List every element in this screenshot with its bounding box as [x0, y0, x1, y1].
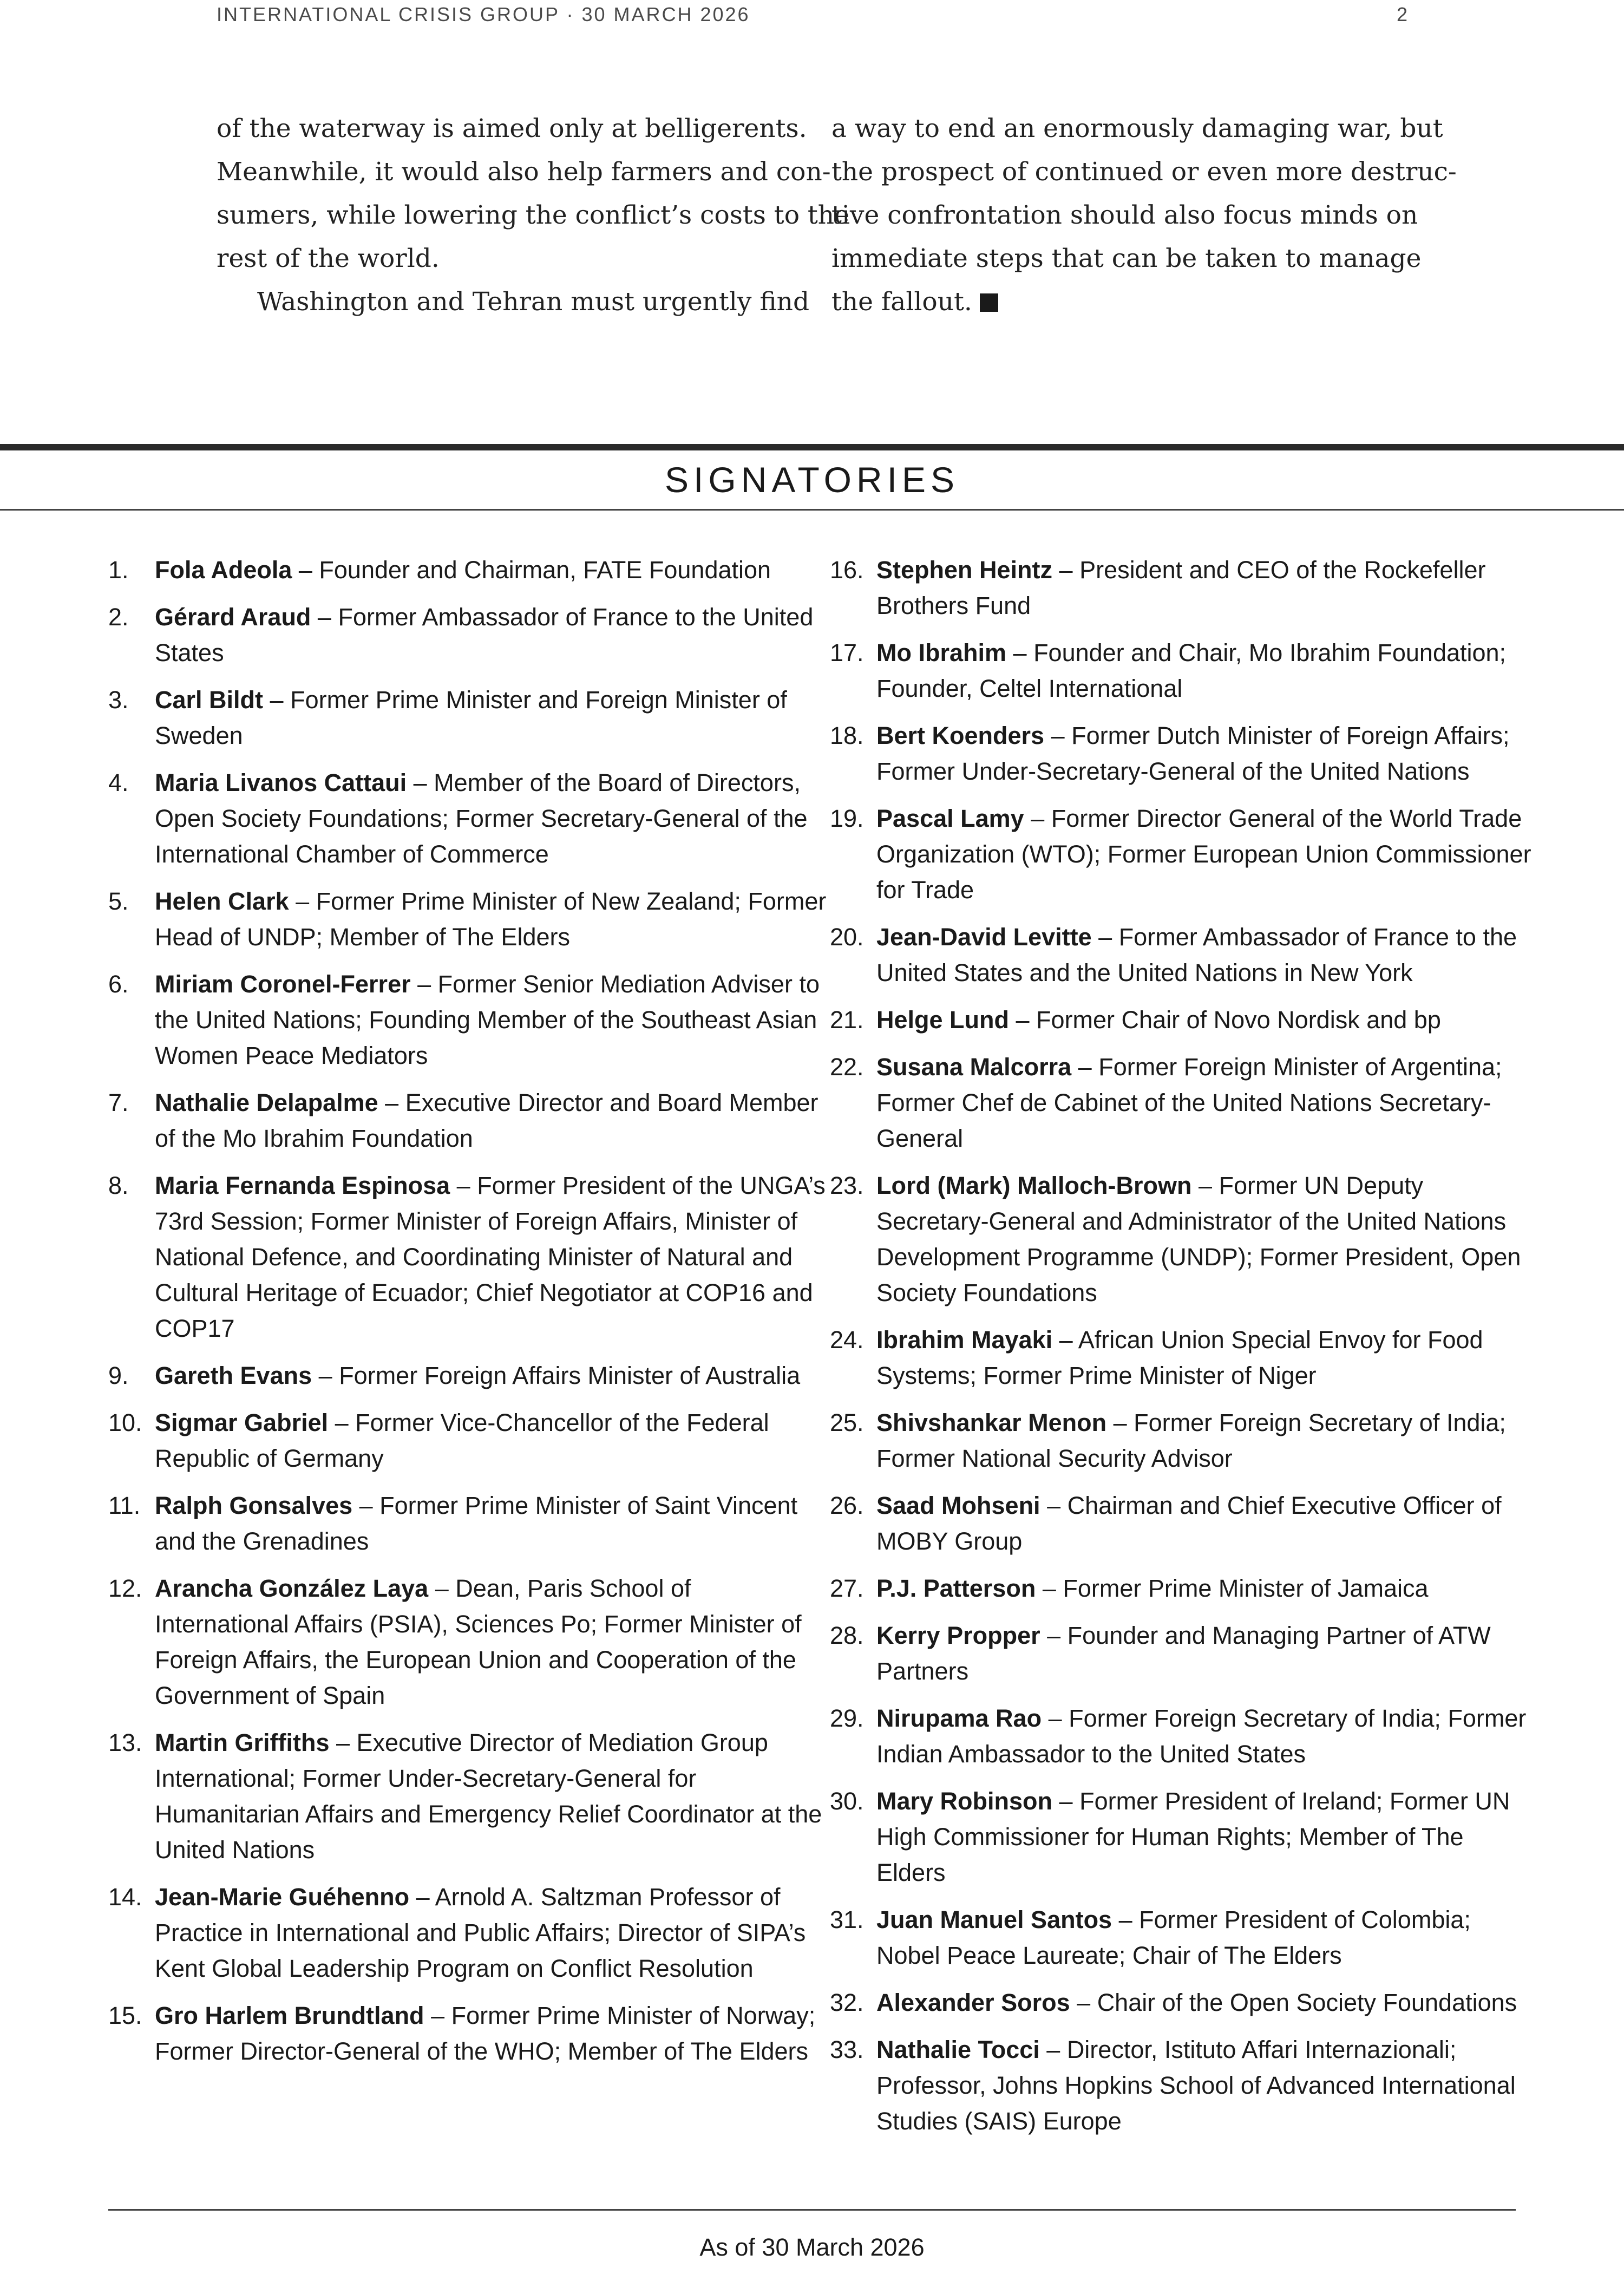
signatory-role: Former Prime Minister of Jamaica	[1063, 1574, 1429, 1602]
signatory-role: Founder and Chairman, FATE Foundation	[319, 556, 771, 584]
signatory-dash: –	[378, 1089, 405, 1116]
signatory-number: 18.	[830, 722, 864, 749]
signatory-role: Former Foreign Secretary of India; Former National Security Advisor	[876, 1409, 1506, 1472]
signatory-name: Arancha González Laya	[155, 1574, 429, 1602]
signatory-role: Director, Istituto Affari Internazionali; Professor, Johns Hopkins School of Advanced International Studies (SAIS) Europe	[876, 2036, 1516, 2135]
signatory-number: 31.	[830, 1906, 864, 1933]
signatory-name: Helen Clark	[155, 887, 289, 915]
signatory-dash: –	[1036, 1574, 1063, 1602]
signatory-number: 12.	[108, 1574, 142, 1602]
signatory-name: Kerry Propper	[876, 1622, 1040, 1649]
header-separator: ·	[566, 3, 575, 25]
signatory-name: Bert Koenders	[876, 722, 1045, 749]
body-line: of the waterway is aimed only at belligerents.	[217, 114, 807, 143]
signatory-role: Former Senior Mediation Adviser to the United Nations; Founding Member of the Southeast Asian Women Peace Mediators	[155, 970, 820, 1069]
signatory-dash: –	[1112, 1906, 1140, 1933]
signatory-name: Jean-David Levitte	[876, 923, 1092, 951]
signatory-item	[830, 1002, 1534, 1038]
signatory-role: Former UN Deputy Secretary-General and Administrator of the United Nations Development Programme (UNDP); Former President, Open Society Foundations	[876, 1172, 1521, 1306]
signatory-item	[830, 801, 1534, 908]
signatory-number: 28.	[830, 1622, 864, 1649]
signatory-number: 3.	[108, 686, 129, 714]
signatory-dash: –	[1052, 1787, 1080, 1815]
body-line: Meanwhile, it would also help farmers and con-	[217, 157, 831, 187]
as-of-date: As of 30 March 2026	[699, 2233, 925, 2261]
signatory-item	[830, 635, 1534, 707]
signatory-role: Former Prime Minister and Foreign Minister of Sweden	[155, 686, 787, 749]
signatory-role: African Union Special Envoy for Food Systems; Former Prime Minister of Niger	[876, 1326, 1483, 1389]
signatory-item	[108, 552, 828, 588]
signatory-dash: –	[1039, 2036, 1067, 2063]
signatory-dash: –	[1091, 923, 1119, 951]
body-line-text: the fallout.	[831, 287, 972, 317]
signatory-dash: –	[312, 1362, 339, 1389]
signatory-number: 9.	[108, 1362, 129, 1389]
signatory-item	[830, 1701, 1534, 1772]
signatory-number: 33.	[830, 2036, 864, 2063]
signatory-role: Arnold A. Saltzman Professor of Practice in International and Public Affairs; Director of SIPA’s Kent Global Leadership Program on Conflict Resolution	[155, 1883, 806, 1982]
signatories-column-left	[108, 552, 828, 2081]
signatory-item	[108, 1168, 828, 1347]
signatory-dash: –	[1040, 1492, 1068, 1519]
signatory-number: 21.	[830, 1006, 864, 1034]
signatory-number: 15.	[108, 2002, 142, 2029]
signatory-number: 19.	[830, 805, 864, 832]
body-line: sumers, while lowering the conflict’s costs to the	[217, 200, 849, 230]
signatory-item	[108, 765, 828, 872]
signatory-dash: –	[292, 556, 319, 584]
signatory-item	[108, 1085, 828, 1156]
signatory-name: Juan Manuel Santos	[876, 1906, 1112, 1933]
signatory-item	[108, 1998, 828, 2069]
signatory-name: Maria Fernanda Espinosa	[155, 1172, 450, 1199]
signatory-dash: –	[352, 1492, 380, 1519]
signatory-dash: –	[1024, 805, 1051, 832]
signatory-name: Lord (Mark) Malloch-Brown	[876, 1172, 1192, 1199]
signatory-number: 23.	[830, 1172, 864, 1199]
signatory-item	[108, 1725, 828, 1868]
signatory-number: 29.	[830, 1704, 864, 1732]
signatory-number: 32.	[830, 1989, 864, 2016]
signatory-role: Former President of Colombia; Nobel Peace Laureate; Chair of The Elders	[876, 1906, 1471, 1969]
signatory-name: Ibrahim Mayaki	[876, 1326, 1053, 1354]
signatory-name: Mary Robinson	[876, 1787, 1053, 1815]
signatory-role: Former Prime Minister of Norway; Former Director-General of the WHO; Member of The Elders	[155, 2002, 816, 2065]
signatory-item	[108, 1405, 828, 1476]
body-column-left	[217, 107, 849, 324]
signatory-item	[830, 1049, 1534, 1156]
signatory-role: Chairman and Chief Executive Officer of MOBY Group	[876, 1492, 1502, 1555]
page-number: 2	[1396, 3, 1407, 25]
section-title: SIGNATORIES	[665, 460, 959, 500]
signatory-name: Maria Livanos Cattaui	[155, 769, 407, 796]
signatory-item	[108, 1879, 828, 1987]
signatory-name: Susana Malcorra	[876, 1053, 1072, 1081]
signatory-name: Mo Ibrahim	[876, 639, 1007, 666]
body-line: immediate steps that can be taken to manage	[831, 244, 1422, 273]
signatory-role: Member of the Board of Directors, Open Society Foundations; Former Secretary-General of the International Chamber of Commerce	[155, 769, 808, 868]
signatory-item	[830, 552, 1534, 624]
signatory-number: 27.	[830, 1574, 864, 1602]
signatory-number: 17.	[830, 639, 864, 666]
body-column-right	[831, 107, 1457, 324]
signatory-role: Former President of the UNGA’s 73rd Session; Former Minister of Foreign Affairs, Minister of National Defence, and Coordinating Minister of Natural and Cultural Heritage of Ecuador; Chief Negotiator at COP16 and COP17	[155, 1172, 826, 1342]
signatory-role: Former Foreign Affairs Minister of Australia	[339, 1362, 801, 1389]
signatory-name: Gérard Araud	[155, 603, 311, 631]
signatory-role: Former Dutch Minister of Foreign Affairs; Former Under-Secretary-General of the United Nations	[876, 722, 1510, 785]
signatory-name: Alexander Soros	[876, 1989, 1070, 2016]
publication-name: INTERNATIONAL CRISIS GROUP	[217, 3, 560, 25]
signatory-number: 26.	[830, 1492, 864, 1519]
signatory-dash: –	[289, 887, 316, 915]
signatory-item	[108, 1358, 828, 1394]
signatory-role: Former Ambassador of France to the United States and the United Nations in New York	[876, 923, 1517, 986]
signatory-role: Former Director General of the World Trade Organization (WTO); Former European Union Commissioner for Trade	[876, 805, 1531, 904]
header-date: 30 MARCH 2026	[581, 3, 750, 25]
signatory-dash: –	[1071, 1053, 1099, 1081]
signatory-role: Founder and Chair, Mo Ibrahim Foundation; Founder, Celtel International	[876, 639, 1507, 702]
signatory-name: P.J. Patterson	[876, 1574, 1036, 1602]
body-line: the prospect of continued or even more destruc-	[831, 157, 1457, 187]
signatory-role: Former Prime Minister of New Zealand; Former Head of UNDP; Member of The Elders	[155, 887, 827, 951]
signatory-number: 25.	[830, 1409, 864, 1436]
signatory-dash: –	[1070, 1989, 1097, 2016]
signatory-dash: –	[1009, 1006, 1037, 1034]
signatory-dash: –	[1191, 1172, 1219, 1199]
signatory-dash: –	[311, 603, 338, 631]
signatory-item	[830, 1783, 1534, 1891]
signatory-number: 22.	[830, 1053, 864, 1081]
signatory-number: 1.	[108, 556, 129, 584]
body-line: a way to end an enormously damaging war, but	[831, 114, 1443, 143]
signatory-role: Former Ambassador of France to the United States	[155, 603, 814, 666]
signatory-dash: –	[1052, 1326, 1078, 1354]
signatory-name: Pascal Lamy	[876, 805, 1024, 832]
signatory-number: 10.	[108, 1409, 142, 1436]
signatory-dash: –	[1052, 556, 1080, 584]
signatory-dash: –	[1042, 1704, 1069, 1732]
signatory-role: President and CEO of the Rockefeller Brothers Fund	[876, 556, 1486, 619]
signatory-dash: –	[410, 970, 438, 998]
body-line: Washington and Tehran must urgently find	[257, 287, 810, 317]
signatory-number: 11.	[108, 1492, 141, 1519]
signatory-name: Stephen Heintz	[876, 556, 1053, 584]
signatory-name: Miriam Coronel-Ferrer	[155, 970, 411, 998]
signatory-dash: –	[1106, 1409, 1134, 1436]
signatory-name: Jean-Marie Guéhenno	[155, 1883, 410, 1911]
signatory-name: Sigmar Gabriel	[155, 1409, 329, 1436]
signatory-dash: –	[263, 686, 291, 714]
signatory-name: Fola Adeola	[155, 556, 292, 584]
signatory-item	[830, 718, 1534, 789]
signatories-column-right	[830, 552, 1534, 2151]
signatory-item	[830, 1488, 1534, 1559]
signatory-number: 2.	[108, 603, 129, 631]
signatory-number: 20.	[830, 923, 864, 951]
signatory-role: Executive Director of Mediation Group International; Former Under-Secretary-General for Humanitarian Affairs and Emergency Relief Coordinator at the United Nations	[155, 1729, 822, 1864]
signatory-role: Chair of the Open Society Foundations	[1097, 1989, 1517, 2016]
body-line: tive confrontation should also focus minds on	[831, 200, 1418, 230]
signatory-name: Gareth Evans	[155, 1362, 312, 1389]
signatory-name: Ralph Gonsalves	[155, 1492, 353, 1519]
signatory-role: Former Vice-Chancellor of the Federal Republic of Germany	[155, 1409, 769, 1472]
signatory-role: Dean, Paris School of International Affairs (PSIA), Sciences Po; Former Minister of Foreign Affairs, the European Union and Cooperation of the Government of Spain	[155, 1574, 802, 1709]
signatory-number: 24.	[830, 1326, 864, 1354]
signatory-name: Nirupama Rao	[876, 1704, 1042, 1732]
signatory-dash: –	[428, 1574, 456, 1602]
signatory-number: 14.	[108, 1883, 142, 1911]
signatory-item	[830, 1168, 1534, 1311]
signatory-name: Helge Lund	[876, 1006, 1009, 1034]
signatory-role: Founder and Managing Partner of ATW Partners	[876, 1622, 1491, 1685]
signatory-number: 7.	[108, 1089, 129, 1116]
signatory-role: Former Foreign Minister of Argentina; Former Chef de Cabinet of the United Nations Secretary-General	[876, 1053, 1502, 1152]
signatory-role: Former Chair of Novo Nordisk and bp	[1036, 1006, 1441, 1034]
signatory-dash: –	[407, 769, 434, 796]
signatory-dash: –	[409, 1883, 435, 1911]
signatory-name: Gro Harlem Brundtland	[155, 2002, 424, 2029]
signatory-item	[830, 1322, 1534, 1394]
signatory-item	[830, 1985, 1534, 2021]
signatory-name: Martin Griffiths	[155, 1729, 330, 1756]
signatory-number: 8.	[108, 1172, 129, 1199]
article-body-excerpt	[217, 107, 1457, 335]
signatory-number: 16.	[830, 556, 864, 584]
signatory-item	[830, 1902, 1534, 1974]
signatory-dash: –	[1006, 639, 1034, 666]
signatory-item	[108, 1488, 828, 1559]
signatory-item	[830, 1405, 1534, 1476]
signatory-number: 13.	[108, 1729, 142, 1756]
signatory-number: 6.	[108, 970, 129, 998]
signatory-number: 5.	[108, 887, 129, 915]
signatory-item	[108, 1571, 828, 1714]
running-header	[217, 3, 1407, 36]
signatory-dash: –	[1044, 722, 1072, 749]
signatory-item	[108, 599, 828, 671]
signatory-number: 4.	[108, 769, 129, 796]
signatory-name: Nathalie Tocci	[876, 2036, 1040, 2063]
signatory-dash: –	[329, 1729, 357, 1756]
signatory-role: Former Foreign Secretary of India; Former Indian Ambassador to the United States	[876, 1704, 1527, 1768]
signatory-name: Saad Mohseni	[876, 1492, 1040, 1519]
signatory-item	[830, 1571, 1534, 1606]
signatory-item	[830, 1618, 1534, 1689]
signatory-dash: –	[328, 1409, 356, 1436]
body-line-last	[831, 280, 1405, 324]
end-mark-icon	[980, 293, 998, 312]
signatory-dash: –	[1040, 1622, 1068, 1649]
signatory-role: Former Prime Minister of Saint Vincent and the Grenadines	[155, 1492, 798, 1555]
body-line: rest of the world.	[217, 244, 440, 273]
section-rule-thin	[0, 509, 1624, 511]
signatory-role: Former President of Ireland; Former UN High Commissioner for Human Rights; Member of The Elders	[876, 1787, 1510, 1886]
section-rule-thick	[0, 444, 1624, 450]
header-left	[217, 3, 750, 26]
signatory-item	[108, 682, 828, 754]
signatory-item	[108, 966, 828, 1074]
signatory-item	[108, 884, 828, 955]
signatory-item	[830, 919, 1534, 991]
signatory-name: Nathalie Delapalme	[155, 1089, 378, 1116]
signatory-item	[830, 2032, 1534, 2139]
signatory-number: 30.	[830, 1787, 864, 1815]
signatory-dash: –	[450, 1172, 477, 1199]
signatory-name: Carl Bildt	[155, 686, 264, 714]
signatory-role: Executive Director and Board Member of the Mo Ibrahim Foundation	[155, 1089, 818, 1152]
signatory-dash: –	[424, 2002, 451, 2029]
signatory-name: Shivshankar Menon	[876, 1409, 1107, 1436]
footer-rule	[108, 2209, 1516, 2211]
